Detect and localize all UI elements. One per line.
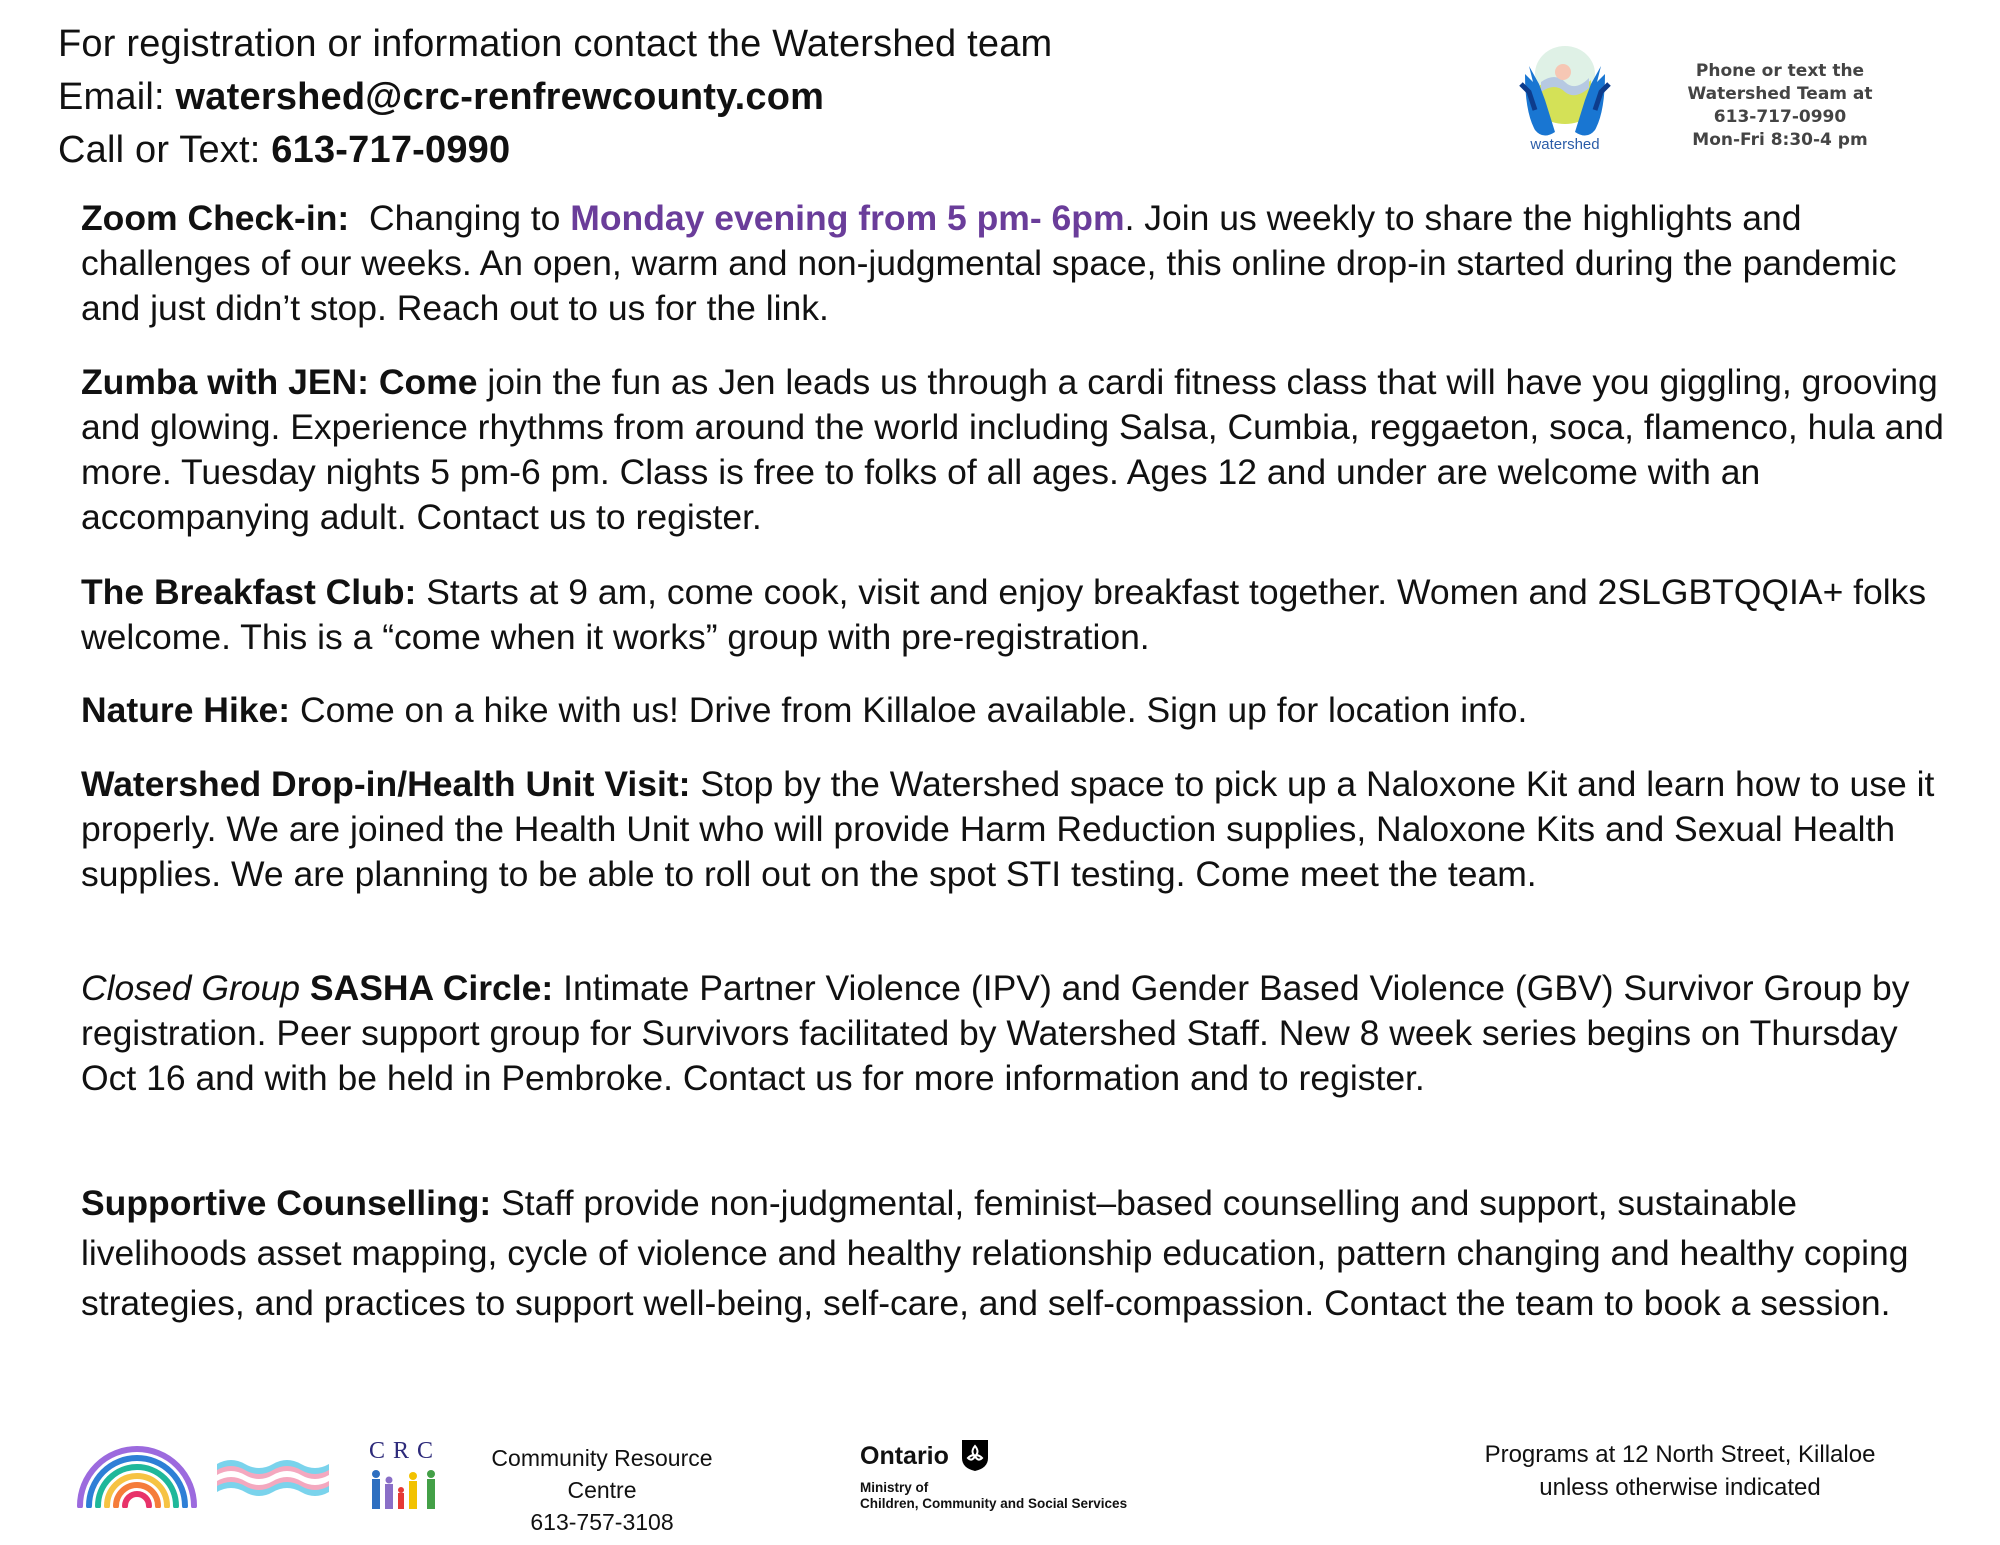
phone-note xyxy=(1650,60,1910,152)
program-title: Supportive Counselling: xyxy=(81,1183,492,1223)
program-text: Staff provide non-judgmental, feminist–based counselling and support, sustainable livelihoods asset mapping, cycle of violence and healthy relationship education, pattern changing and healthy coping strategies, and practices to support well-being, self-care, and self-compassion. Contact the team to book a session. xyxy=(81,1183,1909,1323)
email-link[interactable]: watershed@crc-renfrewcounty.com xyxy=(175,76,825,118)
ministry-name xyxy=(860,1480,1127,1512)
program-text: Stop by the Watershed space to pick up a Naloxone Kit and learn how to use it properly. We are joined the Health Unit who will provide Harm Reduction supplies, Naloxone Kits and Sexual Health supplies. We are planning to be able to roll out on the spot STI testing. Come meet the team. xyxy=(81,764,1935,894)
contact-phone-line xyxy=(58,128,510,172)
phone-label: Call or Text: xyxy=(58,129,272,171)
phone-note-line: Watershed Team at xyxy=(1687,84,1873,104)
program-text: . Join us weekly to share the highlights and challenges of our weeks. An open, warm and non-judgmental space, this online drop-in started during the pandemic and just didn’t stop. Reach out to us for the link. xyxy=(81,198,1897,328)
program-zoom-checkin xyxy=(81,196,1961,331)
rainbow-icon xyxy=(74,1440,200,1508)
watershed-wordmark: watershed xyxy=(1530,136,1600,153)
ministry-line: Ministry of xyxy=(860,1480,929,1495)
contact-intro: For registration or information contact the Watershed team xyxy=(58,23,1053,65)
email-label: Email: xyxy=(58,76,176,118)
address-line: Programs at 12 North Street, Killaloe xyxy=(1484,1441,1876,1468)
program-text: join the fun as Jen leads us through a cardi fitness class that will have you giggling, grooving and glowing. Experience rhythms from around the world including Salsa, Cumbia, reggaeton, soca, flamenco, hula and more. Tuesday nights 5 pm-6 pm. Class is free to folks of all ages. Ages 12 and under are welcome with an accompanying adult. Contact us to register. xyxy=(81,362,1944,537)
program-nature-hike xyxy=(81,688,1527,733)
contact-email-line xyxy=(58,75,824,119)
program-title: Zumba with JEN: Come xyxy=(81,362,478,402)
program-supportive-counselling xyxy=(81,1178,1961,1328)
program-title: SASHA Circle: xyxy=(300,968,554,1008)
crc-name: Community Resource Centre xyxy=(491,1445,713,1503)
trans-flag-icon xyxy=(215,1456,330,1500)
phone-link[interactable]: 613-717-0990 xyxy=(271,129,511,171)
program-breakfast-club xyxy=(81,570,1961,660)
program-title: Watershed Drop-in/Health Unit Visit: xyxy=(81,764,691,804)
program-sasha-circle xyxy=(81,966,1961,1101)
program-title: Nature Hike: xyxy=(81,690,291,730)
phone-note-line: Mon-Fri 8:30-4 pm xyxy=(1692,130,1868,150)
program-zumba xyxy=(81,360,1961,540)
program-dropin-health-unit xyxy=(81,762,1961,897)
program-text: Come on a hike with us! Drive from Killaloe available. Sign up for location info. xyxy=(290,690,1528,730)
footer xyxy=(0,1430,2000,1535)
crc-logo xyxy=(367,1438,443,1510)
people-icon xyxy=(367,1468,443,1510)
crc-contact xyxy=(462,1442,742,1538)
ministry-line: Children, Community and Social Services xyxy=(860,1496,1128,1511)
program-text: Starts at 9 am, come cook, visit and enjoy breakfast together. Women and 2SLGBTQQIA+ folks welcome. This is a “come when it works” group with pre-registration. xyxy=(81,572,1927,657)
program-text: Intimate Partner Violence (IPV) and Gender Based Violence (GBV) Survivor Group by registration. Peer support group for Survivors facilitated by Watershed Staff. New 8 week series begins on Thursday Oct 16 and with be held in Pembroke. Contact us for more information and to register. xyxy=(81,968,1910,1098)
program-title: Zoom Check-in: xyxy=(81,198,350,238)
trillium-icon xyxy=(960,1438,990,1472)
ontario-wordmark: Ontario xyxy=(860,1442,949,1470)
program-address xyxy=(1440,1438,1920,1504)
address-line: unless otherwise indicated xyxy=(1539,1474,1821,1501)
crc-phone[interactable]: 613-757-3108 xyxy=(530,1509,674,1535)
phone-note-line: Phone or text the xyxy=(1695,61,1865,81)
crc-letters: CRC xyxy=(368,1438,442,1464)
program-highlight: Monday evening from 5 pm- 6pm xyxy=(570,198,1125,238)
phone-note-line: 613-717-0990 xyxy=(1713,107,1847,127)
program-title: The Breakfast Club: xyxy=(81,572,417,612)
program-text: Changing to xyxy=(349,198,571,238)
program-prefix: Closed Group xyxy=(81,968,301,1008)
